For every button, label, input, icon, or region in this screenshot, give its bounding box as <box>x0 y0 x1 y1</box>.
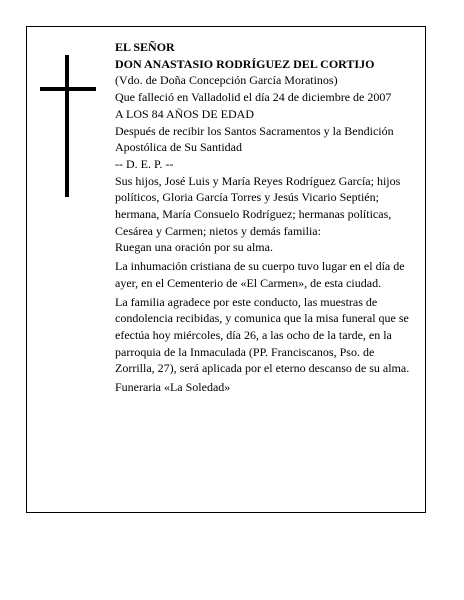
deceased-title: EL SEÑOR <box>115 40 175 54</box>
prayer-request: Ruegan una oración por su alma. <box>115 240 273 255</box>
funeral-home: Funeraria «La Soledad» <box>115 380 231 395</box>
death-date: Que falleció en Valladolid el día 24 de diciembre de 2007 <box>115 90 392 105</box>
funeral-mass-notice: La familia agradece por este conducto, las muestras de condolencia recibidas, y comunica que la misa funeral que se efectúa hoy miércoles, día 26, a las ocho de la tarde, en la parroquia de la Inmaculada (PP. Franciscanos, Pso. de Zorrilla, 27), será aplicada por el eterno descanso de su alma. <box>115 294 410 376</box>
burial-notice: La inhumación cristiana de su cuerpo tuvo lugar en el día de ayer, en el Cementerio de «El Carmen», de esta ciudad. <box>115 259 405 290</box>
cross-horizontal-bar <box>40 87 96 91</box>
sacraments-received: Después de recibir los Santos Sacramentos y la Bendición Apostólica de Su Santidad <box>115 123 394 155</box>
age-at-death: A LOS 84 AÑOS DE EDAD <box>115 106 255 121</box>
obituary-text <box>115 39 415 398</box>
widower-of: (Vdo. de Doña Concepción García Moratinos) <box>115 73 338 88</box>
cross-vertical-bar <box>65 55 69 197</box>
family-members: Sus hijos, José Luis y María Reyes Rodríguez García; hijos políticos, Gloria García Torres y Jesús Vicario Septién; hermana, María Consuelo Rodríguez; hermanas políticas, Cesárea y Carmen; nietos y demás familia: <box>115 173 401 238</box>
rest-in-peace: -- D. E. P. -- <box>115 156 174 171</box>
latin-cross-icon <box>40 55 96 197</box>
deceased-name: DON ANASTASIO RODRÍGUEZ DEL CORTIJO <box>115 56 375 71</box>
